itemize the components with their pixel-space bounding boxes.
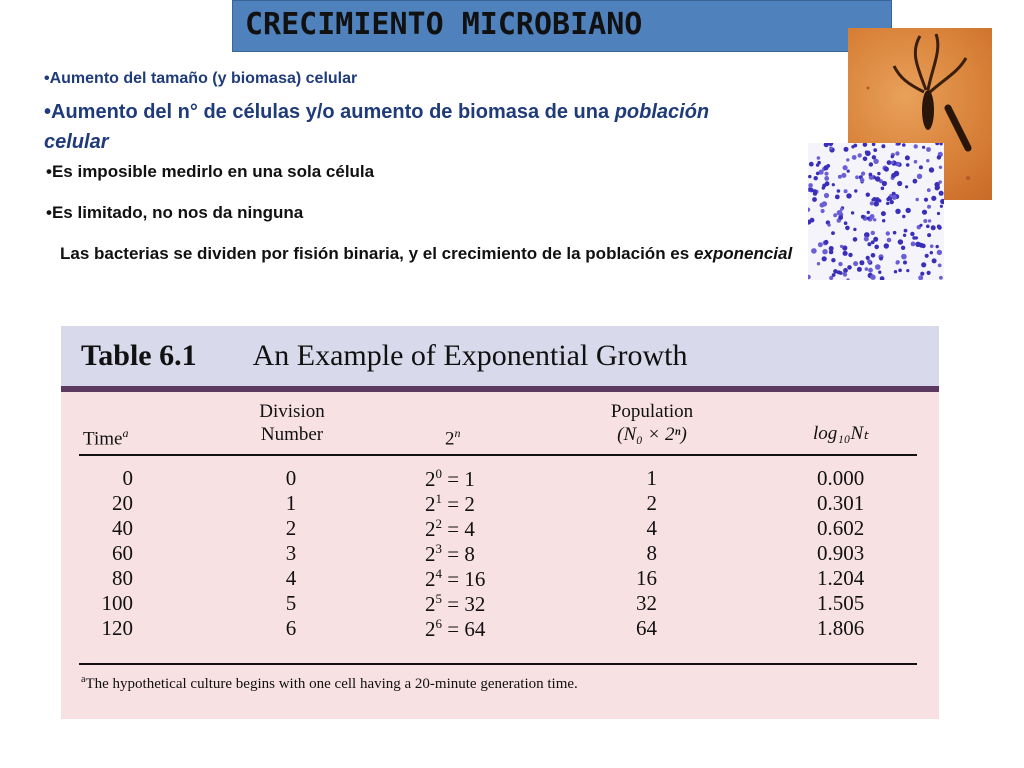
header-power [445,422,461,450]
cell-power: $2^2 = 4$ [425,516,475,541]
bullet-binary-fission-em: exponencial [693,244,793,263]
cell-log: 1.806 [817,616,865,640]
table-header-band [61,326,939,386]
bullet-cell-number-em2: celular [44,131,109,153]
cell-power: $2^6 = 64$ [425,616,486,641]
cell-division: 2 [285,516,297,540]
cell-time: 80 [112,566,133,590]
bullet-cell-number [44,97,804,157]
header-population-line2: (N₀ × 2ⁿ) [617,424,687,445]
slide-title-bar [232,0,892,52]
cell-time: 60 [112,541,133,565]
header-division-line1: Division [259,401,325,422]
cell-population: 2 [646,491,657,515]
cell-power: $2^1 = 2$ [425,491,475,516]
table-header-rule [61,386,939,392]
cell-division: 6 [285,616,297,640]
cell-time: 20 [112,491,133,515]
cell-time: 100 [101,591,133,615]
bullet-cell-number-text: •Aumento del n° de células y/o aumento de biomasa de una [44,101,615,123]
table-footnote [81,674,578,693]
cell-population: 1 [646,466,657,490]
bullet-binary-fission [60,240,800,268]
header-power-base: 2 [445,428,455,450]
cell-power: $2^4 = 16$ [425,566,486,591]
cell-division: 1 [285,491,297,515]
header-time-sup: a [122,426,129,440]
cell-division: 3 [285,541,297,565]
header-population [577,400,727,446]
table-rule-bottom [79,663,917,665]
cell-power: $2^3 = 8$ [425,541,475,566]
cell-time: 40 [112,516,133,540]
cell-log: 0.000 [817,466,865,490]
cell-power: $2^0 = 1$ [425,466,475,491]
cell-division: 5 [285,591,297,615]
cell-log: 0.903 [817,541,865,565]
cell-population: 32 [636,591,657,615]
cell-time: 0 [122,466,133,490]
header-time [83,422,128,450]
header-division-line2: Number [260,424,324,445]
cell-population: 64 [636,616,657,640]
cell-log: 0.301 [817,491,865,515]
slide-title: CRECIMIENTO MICROBIANO [245,7,643,42]
cell-population: 16 [636,566,657,590]
header-population-line1: Population [610,401,694,422]
table-title [81,339,688,373]
footnote-text: The hypothetical culture begins with one cell having a 20-minute generation time. [85,676,578,692]
header-time-label: Time [83,428,123,450]
exponential-growth-table [61,326,939,719]
bullet-binary-fission-text: Las bacterias se dividen por fisión binaria, y el crecimiento de la población es [60,244,694,263]
header-power-sup: n [454,426,461,440]
cocci-bacteria-image [808,143,944,280]
cell-log: 0.602 [817,516,865,540]
cell-power: $2^5 = 32$ [425,591,486,616]
cell-time: 120 [101,616,133,640]
table-number: Table 6.1 [81,339,197,372]
cell-log: 1.505 [817,591,865,615]
cell-population: 8 [646,541,657,565]
bullet-cell-number-em1: población [614,101,710,123]
cell-log: 1.204 [817,566,865,590]
cell-division: 0 [285,466,297,490]
table-rule-top [79,454,917,456]
bullet-single-cell: •Es imposible medirlo en una sola célula [46,162,375,181]
bullet-cell-size: •Aumento del tamaño (y biomasa) celular [44,70,358,87]
cell-population: 4 [646,516,657,540]
bullet-limited: •Es limitado, no nos da ninguna [46,203,304,222]
header-division [237,400,347,446]
footnote-sup: a [81,674,86,685]
cell-division: 4 [285,566,297,590]
header-log: log₁₀Nₜ [813,423,869,444]
table-name: An Example of Exponential Growth [252,339,688,372]
